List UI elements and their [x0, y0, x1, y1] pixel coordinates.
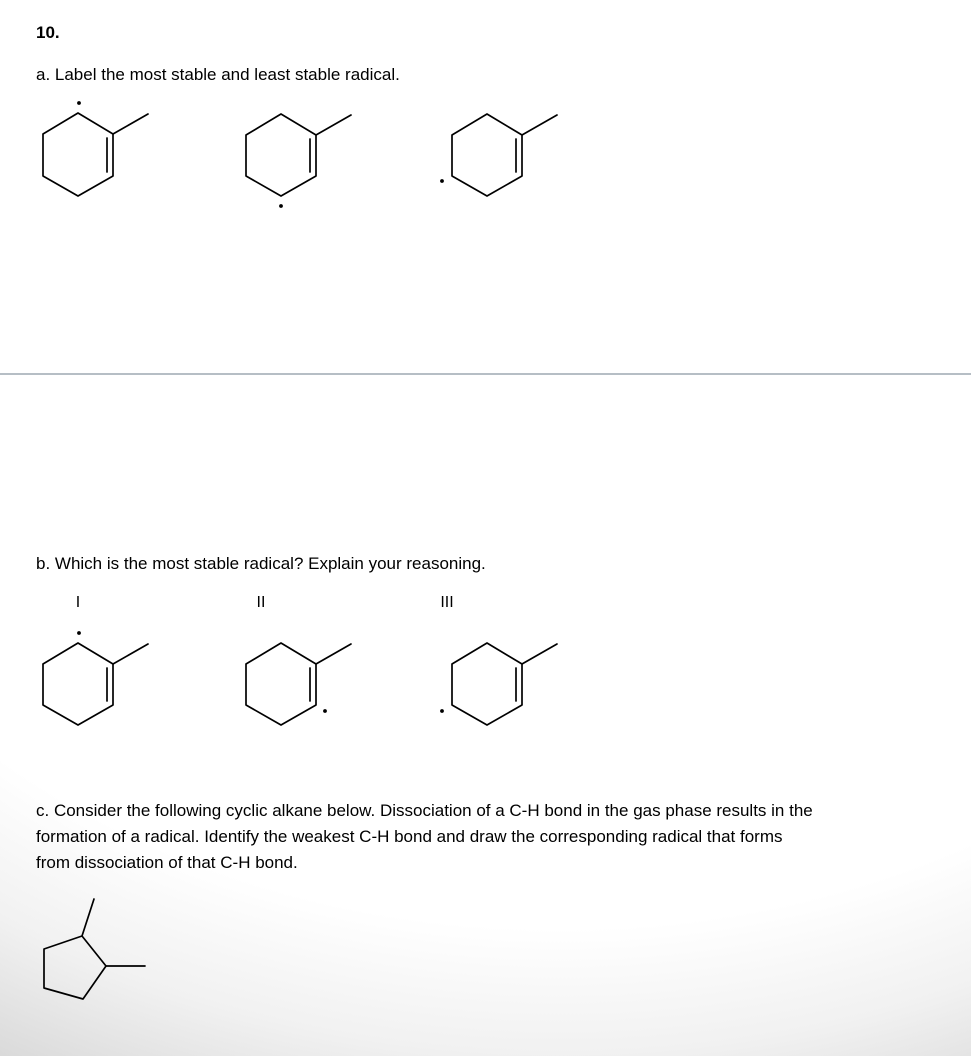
- upper-methyl-bond: [82, 899, 94, 936]
- label-radical-ii: II: [256, 594, 266, 611]
- part-a-prompt: a. Label the most stable and least stable radical.: [36, 65, 400, 84]
- part-c-line-1: c. Consider the following cyclic alkane below. Dissociation of a C-H bond in the gas phase results in the: [36, 801, 813, 820]
- cyclopentane-ring: [44, 936, 106, 999]
- label-radical-iii: III: [440, 594, 454, 611]
- part-c-line-3: from dissociation of that C-H bond.: [36, 853, 298, 872]
- question-number: 10.: [36, 23, 60, 42]
- label-radical-i: I: [75, 594, 81, 611]
- part-b-prompt: b. Which is the most stable radical? Explain your reasoning.: [36, 554, 486, 573]
- part-c-line-2: formation of a radical. Identify the weakest C-H bond and draw the corresponding radical that forms: [36, 827, 783, 846]
